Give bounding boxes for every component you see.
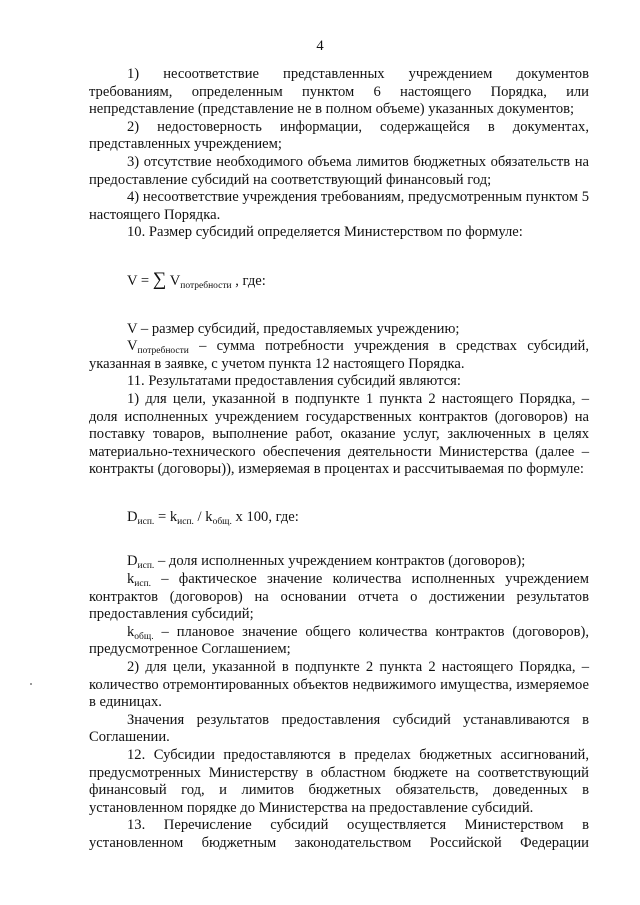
formula-d-subscript: исп.: [137, 516, 155, 527]
def-subscript: общ.: [134, 631, 154, 642]
formula-var: V: [166, 272, 181, 289]
sigma-symbol: ∑: [152, 268, 167, 290]
list-item: 2) недостоверность информации, содержащейся в документах, представленных учреждением;: [89, 118, 589, 153]
page-number: 4: [316, 38, 324, 54]
paragraph-11-2: 2) для цели, указанной в подпункте 2 пункта 2 настоящего Порядка, – количество отремонтированных объектов недвижимого имущества, измеряемое в единицах.: [89, 659, 589, 711]
def-subscript: исп.: [134, 579, 152, 590]
scan-speck: [30, 683, 32, 685]
def-text: – фактическое значение количества исполненных учреждением контрактов (договоров) на основании отчета о достижении результатов предоставления субсидий;: [89, 571, 589, 623]
def-var: k: [127, 571, 135, 588]
def-text: – сумма потребности учреждения в средствах субсидий, указанная в заявке, с учетом пункта 12 настоящего Порядка.: [89, 338, 589, 372]
definition-d: [89, 553, 589, 571]
def-subscript: исп.: [137, 561, 155, 572]
list-item: 4) несоответствие учреждения требованиям, предусмотренным пунктом 5 настоящего Порядка.: [89, 189, 589, 223]
paragraph-values: Значения результатов предоставления субсидий устанавливаются в Соглашении.: [89, 711, 589, 746]
formula-tail: , где:: [231, 272, 266, 289]
paragraph-11-1: 1) для цели, указанной в подпункте 1 пункта 2 настоящего Порядка, – доля исполненных учреждением государственных контрактов (договоров) на поставку товаров, выполнение работ, оказание услуг, заключенных в целях материально-технического обеспечения деятельности Министерства (далее – контракты (договоры)), измеряемая в процентах и рассчитываемая по формуле:: [89, 390, 589, 478]
formula-tail: х 100, где:: [231, 508, 299, 525]
list-item: 1) несоответствие представленных учреждением документов требованиям, определенным пунктом 6 настоящего Порядка, или непредставление (представление не в полном объеме) указанных документов;: [89, 66, 589, 118]
formula-share-executed: [127, 509, 589, 527]
formula-div: / k: [193, 508, 213, 525]
definition-k-isp: [89, 571, 589, 624]
definition-v: V – размер субсидий, предоставляемых учреждению;: [127, 320, 460, 337]
formula-eq: = k: [154, 508, 178, 525]
def-var: V: [127, 338, 138, 355]
formula-d: D: [127, 508, 138, 525]
def-var: D: [127, 553, 138, 570]
def-text: – плановое значение общего количества контрактов (договоров), предусмотренное Соглашением;: [89, 623, 589, 658]
paragraph-11: 11. Результатами предоставления субсидий являются:: [127, 373, 461, 390]
paragraph-13: 13. Перечисление субсидий осуществляется Министерством в установленном бюджетным законодательством Российской Федерации: [89, 817, 589, 851]
paragraph-12: 12. Субсидии предоставляются в пределах бюджетных ассигнований, предусмотренных Министерству в областном бюджете на соответствующий финансовый год, и лимитов бюджетных обязательств, доведенных в установленном порядке до Министерства на предоставление субсидий.: [89, 747, 589, 816]
definition-v-potrebnosti: [89, 338, 589, 373]
formula-k1-subscript: исп.: [177, 516, 194, 527]
def-text: – доля исполненных учреждением контрактов (договоров);: [154, 553, 526, 570]
formula-k2-subscript: общ.: [212, 516, 232, 527]
list-item: 3) отсутствие необходимого объема лимитов бюджетных обязательств на предоставление субсидий на соответствующий финансовый год;: [89, 153, 589, 188]
formula-subsidy-size: [127, 268, 589, 291]
document-body: [89, 66, 589, 853]
formula-lhs: V =: [127, 272, 153, 289]
def-var: k: [127, 623, 135, 640]
formula-subscript: потребности: [180, 280, 232, 291]
definition-k-obsh: [89, 624, 589, 659]
def-subscript: потребности: [137, 346, 189, 357]
paragraph-10: 10. Размер субсидий определяется Министерством по формуле:: [127, 224, 523, 241]
